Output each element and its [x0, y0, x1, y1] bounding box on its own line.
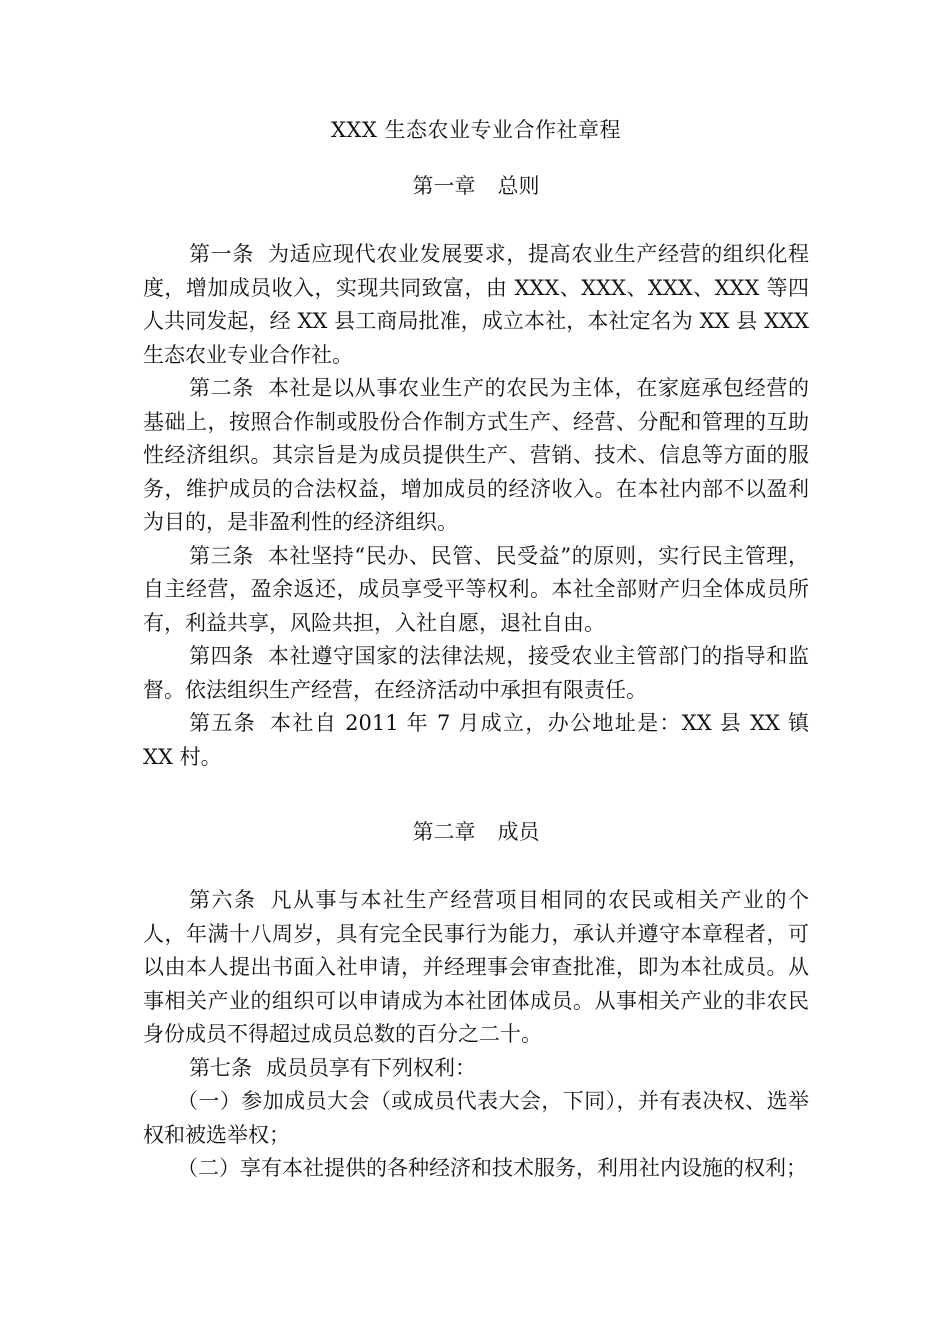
article-number: 第五条: [189, 711, 257, 735]
list-item: （一）参加成员大会（或成员代表大会，下同），并有表决权、选举权和被选举权；: [143, 1089, 809, 1147]
chapter-number: 第二章: [412, 820, 476, 844]
chapter-heading: [143, 814, 809, 850]
article-text: 本社遵守国家的法律法规，接受农业主管部门的指导和监督。依法组织生产经营，在经济活动中承担有限责任。: [143, 644, 809, 702]
chapter-number: 第一章: [412, 174, 476, 198]
list-item: （二）享有本社提供的各种经济和技术服务，利用社内设施的权利；: [177, 1156, 807, 1180]
article-number: 第六条: [189, 888, 257, 912]
document-title: XXX 生态农业专业合作社章程: [330, 118, 622, 142]
article-paragraph: [143, 238, 809, 372]
article-paragraph: [143, 884, 809, 1052]
document-page: [143, 112, 809, 1186]
article-paragraph: [143, 1052, 809, 1086]
article-text: 凡从事与本社生产经营项目相同的农民或相关产业的个人，年满十八周岁，具有完全民事行为能力，承认并遵守本章程者，可以由本人提出书面入社申请，并经理事会审查批准，即为本社成员。从事相关产业的组织可以申请成为本社团体成员。从事相关产业的非农民身份成员不得超过成员总数的百分之二十。: [143, 888, 809, 1046]
article-text: 成员员享有下列权利：: [266, 1055, 476, 1080]
article-paragraph: [143, 540, 809, 641]
article-paragraph: [143, 707, 809, 774]
chapter-name: 成员: [497, 820, 540, 844]
article-text: 为适应现代农业发展要求，提高农业生产经营的组织化程度，增加成员收入，实现共同致富，由 XXX、XXX、XXX、XXX 等四人共同发起，经 XX 县工商局批准，成立本社，本社定名为 XX 县 XXX 生态农业专业合作社。: [143, 242, 809, 367]
article-number: 第三条: [189, 543, 254, 568]
article-number: 第一条: [189, 242, 254, 266]
chapter-heading: [143, 168, 809, 204]
article-number: 第七条: [189, 1055, 252, 1080]
article-text: 本社是以从事农业生产的农民为主体，在家庭承包经营的基础上，按照合作制或股份合作制方式生产、经营、分配和管理的互助性经济组织。其宗旨是为成员提供生产、营销、技术、信息等方面的服务，维护成员的合法权益，增加成员的经济收入。在本社内部不以盈利为目的，是非盈利性的经济组织。: [143, 376, 809, 534]
article-paragraph: [143, 372, 809, 540]
article-text: 本社坚持“民办、民管、民受益”的原则，实行民主管理，自主经营，盈余返还，成员享受平等权利。本社全部财产归全体成员所有，利益共享，风险共担，入社自愿，退社自由。: [143, 543, 809, 635]
chapter-name: 总则: [497, 174, 540, 198]
article-number: 第四条: [189, 644, 254, 668]
article-number: 第二条: [189, 376, 254, 400]
article-text: 本社自 2011 年 7 月成立，办公地址是：XX 县 XX 镇 XX 村。: [143, 711, 809, 769]
article-paragraph: [143, 640, 809, 707]
